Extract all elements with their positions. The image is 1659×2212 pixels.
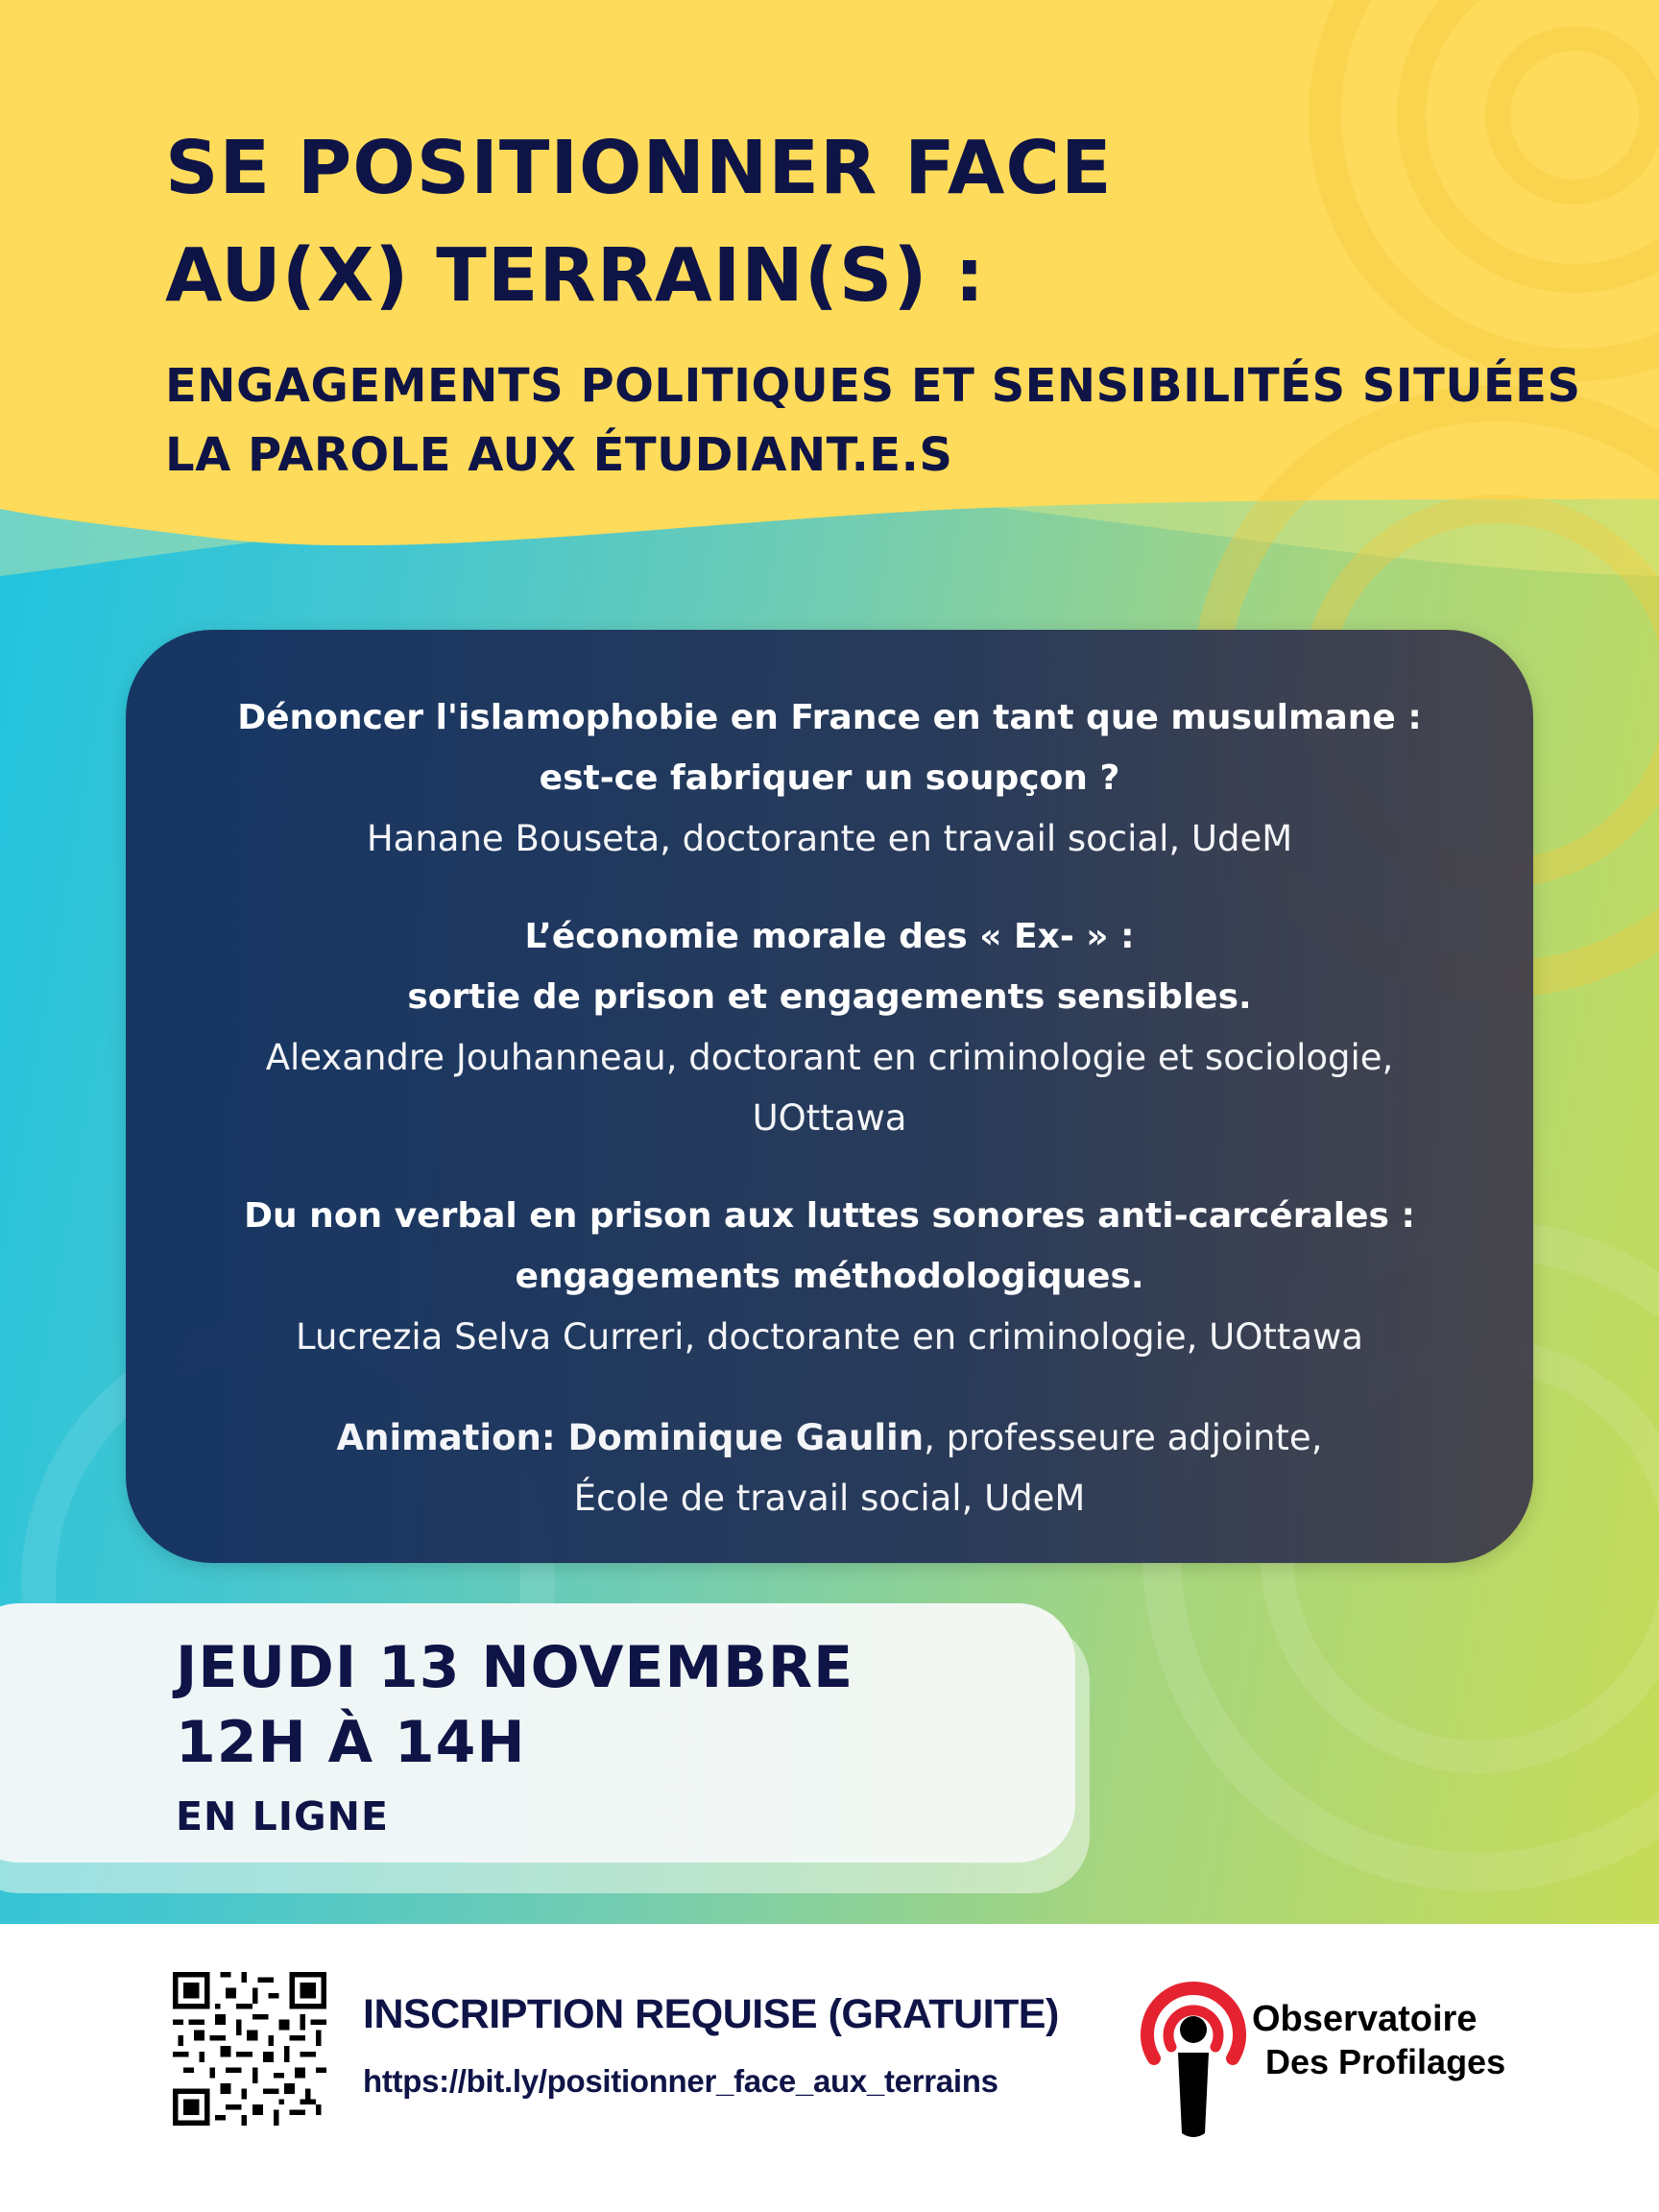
talk-speaker-affiliation: UOttawa xyxy=(752,1097,907,1139)
talk-title: engagements méthodologiques. xyxy=(515,1257,1144,1296)
subtitle-line-2: LA PAROLE AUX ÉTUDIANT.E.S xyxy=(165,428,953,482)
title-block xyxy=(165,115,1581,490)
talk-speaker: Alexandre Jouhanneau, doctorant en criminologie et sociologie, xyxy=(265,1037,1394,1078)
event-details xyxy=(176,1630,854,1845)
qr-code-icon[interactable] xyxy=(173,1972,326,2126)
talk-speaker: Hanane Bouseta, doctorante en travail social, UdeM xyxy=(366,818,1293,859)
animation-line xyxy=(126,1407,1533,1468)
talk-speaker: Lucrezia Selva Curreri, doctorante en criminologie, UOttawa xyxy=(296,1316,1363,1358)
animation-name: Animation: Dominique Gaulin xyxy=(336,1417,925,1458)
talk-1 xyxy=(126,687,1533,869)
talk-title: Du non verbal en prison aux luttes sonores anti-carcérales : xyxy=(244,1196,1415,1236)
animation-credit xyxy=(126,1407,1533,1528)
talk-2 xyxy=(126,906,1533,1148)
footer xyxy=(0,1924,1659,2212)
animation-school: École de travail social, UdeM xyxy=(573,1478,1086,1519)
animation-role: , professeure adjointe, xyxy=(924,1417,1323,1458)
event-time: 12H À 14H xyxy=(176,1709,526,1776)
logo-wordmark xyxy=(1252,1997,1505,2083)
title-line-1: SE POSITIONNER FACE xyxy=(165,126,1113,211)
talk-title: L’économie morale des « Ex- » : xyxy=(524,917,1135,956)
subtitle-line-1: ENGAGEMENTS POLITIQUES ET SENSIBILITÉS SITUÉES xyxy=(165,359,1581,413)
observatoire-logo xyxy=(1133,1970,1555,2162)
talk-title: sortie de prison et engagements sensibles. xyxy=(407,977,1252,1017)
registration-heading: INSCRIPTION REQUISE (GRATUITE) xyxy=(363,1991,1059,2037)
logo-line-2: Des Profilages xyxy=(1265,2042,1506,2081)
registration-block xyxy=(363,1987,1059,2108)
talk-title: Dénoncer l'islamophobie en France en tant que musulmane : xyxy=(237,698,1422,737)
logo-line-1: Observatoire xyxy=(1252,1999,1478,2039)
registration-link[interactable]: https://bit.ly/positionner_face_aux_terrains xyxy=(363,2063,998,2099)
title-line-2: AU(X) TERRAIN(S) : xyxy=(165,233,986,319)
talk-3 xyxy=(126,1186,1533,1367)
event-date: JEUDI 13 NOVEMBRE xyxy=(176,1634,854,1701)
talk-title: est-ce fabriquer un soupçon ? xyxy=(539,758,1120,798)
podcast-person-icon xyxy=(1133,1970,1258,2162)
talks-panel xyxy=(126,630,1533,1563)
event-mode: EN LIGNE xyxy=(176,1793,389,1839)
